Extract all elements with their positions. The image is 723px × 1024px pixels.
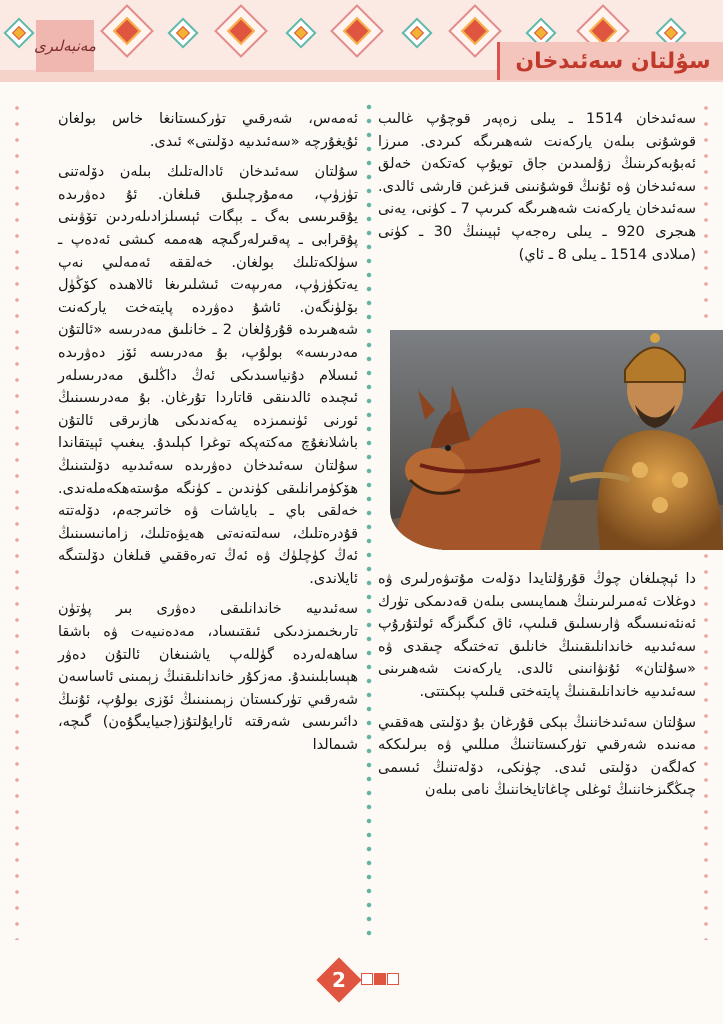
page-indicator-square (361, 973, 373, 985)
left-column (58, 108, 358, 765)
left-margin-ornament (14, 100, 20, 940)
page-title-box (497, 42, 723, 80)
paragraph: سەئىدىيە خاندانلىقى دەۋرى بىر پۈتۈن تارىخىمىزدىكى ئىقتىساد، مەدەنىيەت ۋە باشقا ساھەلەردە گۈللەپ ياشنىغان ئالتۇن دەۋر ھېسابلىنىدۇ. مەزكۇر خاندانلىقنىڭ زېمىنى ئاساسەن شەرقىي تۈركىستان زېمىنىنىڭ ئۆزى بولۇپ، ئۇنىڭ دائىرىسى شەرقتە ئارايۇلتۇز(جىيايىگۇەن) گىچە، شىمالدا (58, 601, 358, 754)
page-indicator-square (374, 973, 386, 985)
page-indicator-square (387, 973, 399, 985)
ornament-diamond-icon (330, 4, 384, 58)
ornament-diamond-icon (285, 17, 316, 48)
ornament-diamond-icon (3, 17, 34, 48)
ornament-diamond-icon (448, 4, 502, 58)
ornament-diamond-icon (214, 4, 268, 58)
page-number: 2 (332, 968, 346, 992)
paragraph: سۇلتان سەئىدخاننىڭ بېكى قۇرغان بۇ دۆلىتى ھەققىي مەنىدە شەرقىي تۈركىستاننىڭ مىللىي ۋە بىرلىككە كەلگەن دۆلىتى ئىدى. چۈنكى، دۆلەتنىڭ ئىسمى چىڭگىزخاننىڭ ئوغلى چاغاتايخاننىڭ نامى بىلەن (378, 714, 696, 799)
ornament-diamond-icon (167, 17, 198, 48)
paragraph: سەئىدخان 1514 ـ يىلى زەپەر قوچۇپ غالىب قوشۇنى بىلەن ياركەنت شەھىرىگە كىردى. مىرزا ئەبۇبەكرىنىڭ زۇلمىدىن جاق تويۇپ كەتكەن خەلق سەئىدخان ۋە ئۇنىڭ قوشۇنىنى قىزغىن قارشى ئالدى. سەئىدخان ياركەنت شەھىرىگە كىرىپ 7 ـ كۈنى، يەنى ھىجرى 920 ـ يىلى رەجەپ ئېيىنىڭ 30 ـ كۈنى (مىلادى 1514 ـ يىلى 8 ـ ئاي) (378, 111, 696, 263)
paragraph: ئەمەس، شەرقىي تۈركىستانغا خاس بولغان ئۇيغۇرچە «سەئىدىيە دۆلىتى» ئىدى. (58, 111, 358, 150)
logo-text: مەنبەلىرى (34, 37, 96, 55)
paragraph: سۇلتان سەئىدخان ئادالەتلىك بىلەن دۆلەتنى تۈزۈپ، مەمۇرچىلىق قىلغان. ئۇ دەۋرىدە يۇقىرىسى بەگ ـ بېگات ئېسىلزادىلەردىن تۆۋىنى پۇقرابى ـ پەقىرلەرگىچە ھەممە كىشى ئەدەپ ـ سۈلكەتلىك بولغان. خەلققە ئەمەلىي نەپ يەتكۈزۈپ، مەرىپەت ئىشلىرىغا ئالاھىدە كۆڭۈل بۆلۈنگەن. ئاشۇ دەۋردە پايتەخت ياركەنت شەھىرىدە قۇرۇلغان 2 ـ خانلىق مەدرىسە «ئالتۇن مەدرىسە» بولۇپ، بۇ مەدرىسە ئۆز دەۋرىدە ئىسلام دۇنياسىدىكى ئەڭ داڭلىق مەدرىسلەر ئىچىدە ئالدىنقى قاتاردا تۇرغان. بۇ مەدرىسىنىڭ ئورنى ئۈنىمىزدە يەكەندىكى ھازىرقى ئالتۇن باشلانغۇچ مەكتەپكە توغرا كېلىدۇ. يىغىپ ئېيتقاندا سۇلتان سەئىدخان دەۋرىدە سەئىدىيە دۆلىتىنىڭ ھۆكۈمرانلىقى كۈندىن ـ كۈنگە مۇستەھكەملەندى. خەلقى باي ـ باياشات ۋە خاتىرجەم، دۆلەتتە قۇدرەتلىك، سەلتەنەتى ھەيۋەتلىك، زامانىسىنىڭ ئەڭ كۈچلۈك ۋە ئەڭ تەرەققىي قىلغان دۆلىتىگە ئايلاندى. (58, 164, 358, 587)
header-ornament-band (0, 0, 723, 82)
page-title: سۇلتان سەئىدخان (515, 48, 711, 74)
paragraph: دا ئېچىلغان چوڭ قۇرۇلتايدا دۆلەت مۇتىۋەرلىرى ۋە دوغلات ئەمىرلىرىنىڭ ھىمايىسى بىلەن قەدىمكى تۈرك ئەنئەنىسىگە ۋارىسلىق قىلىپ، ئاق كىگىزگە ئولتۇرۇپ سەئىدىيە خاندانلىقىنىڭ خانلىق تەختىگە چىقدى ۋە «سۇلتان» ئۇنۋانىنى ئالدى. ياركەنت شەھىرىنى سەئىدىيە خاندانلىقىنىڭ پايتەختى قىلىپ بېكىتتى. (378, 571, 696, 700)
right-column-top (378, 108, 696, 274)
ornament-diamond-icon (401, 17, 432, 48)
sultan-horseman-painting (390, 330, 723, 550)
publication-logo (36, 20, 94, 72)
right-column-bottom (378, 568, 696, 810)
column-divider (366, 100, 372, 940)
ornament-diamond-icon (100, 4, 154, 58)
